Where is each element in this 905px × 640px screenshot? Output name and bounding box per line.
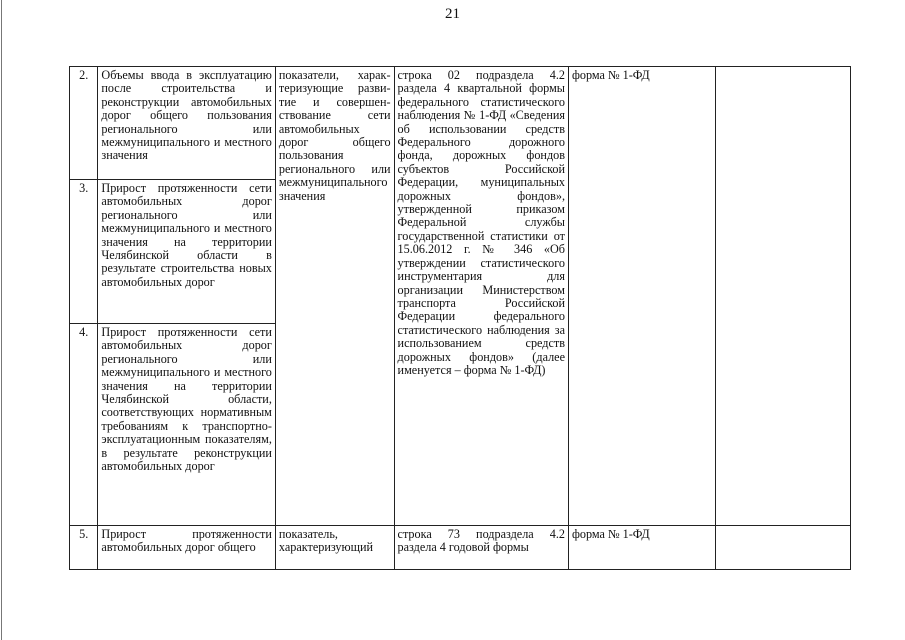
indicator-description: показатель, характеризующий — [275, 526, 394, 570]
indicators-table — [69, 66, 851, 570]
row-number: 2. — [70, 67, 98, 180]
table-row — [70, 526, 851, 570]
empty-cell — [716, 67, 851, 526]
row-number: 5. — [70, 526, 98, 570]
empty-cell — [716, 526, 851, 570]
indicator-name: Объемы ввода в эксплуатацию после строительства и реконструкции автомобильных дорог общего пользования регионального или межмуниципального и местного значения — [98, 67, 276, 180]
page-number: 21 — [445, 6, 460, 22]
table-row — [70, 67, 851, 180]
indicator-name: Прирост протяженности сети автомобильных дорог регионального или межмуниципального и местного значения на территории Челябинской области в результате строительства новых автомобильных дорог — [98, 180, 276, 324]
indicator-description: показатели, характеризующие развитие и совершенствование сети автомобильных дорог общего пользования регионального или межмуниципального значения — [275, 67, 394, 526]
form-name: форма № 1-ФД — [569, 526, 716, 570]
data-source: строка 73 подраздела 4.2 раздела 4 годовой формы — [394, 526, 568, 570]
indicator-name: Прирост протяженности автомобильных дорог общего — [98, 526, 276, 570]
form-name: форма № 1-ФД — [569, 67, 716, 526]
page-edge-line — [1, 0, 2, 640]
row-number: 3. — [70, 180, 98, 324]
indicator-name: Прирост протяженности сети автомобильных дорог регионального или межмуниципального и местного значения на территории Челябинской области, соответствующих нормативным требованиям к транспортно-эксплуатационным показателям, в результате реконструкции автомобильных дорог — [98, 324, 276, 526]
row-number: 4. — [70, 324, 98, 526]
data-source: строка 02 подраздела 4.2 раздела 4 квартальной формы федерального статистического наблюдения № 1-ФД «Сведения об использовании средств Федерального дорожного фонда, дорожных фондов субъектов Российской Федерации, муниципальных дорожных фондов», утвержденной приказом Федеральной службы государственной статистики от 15.06.2012 г. № 346 «Об утверждении статистического инструментария для организации Министерством транспорта Российской Федерации федерального статистического наблюдения за использованием средств дорожных фондов» (далее именуется – форма № 1-ФД) — [394, 67, 568, 526]
